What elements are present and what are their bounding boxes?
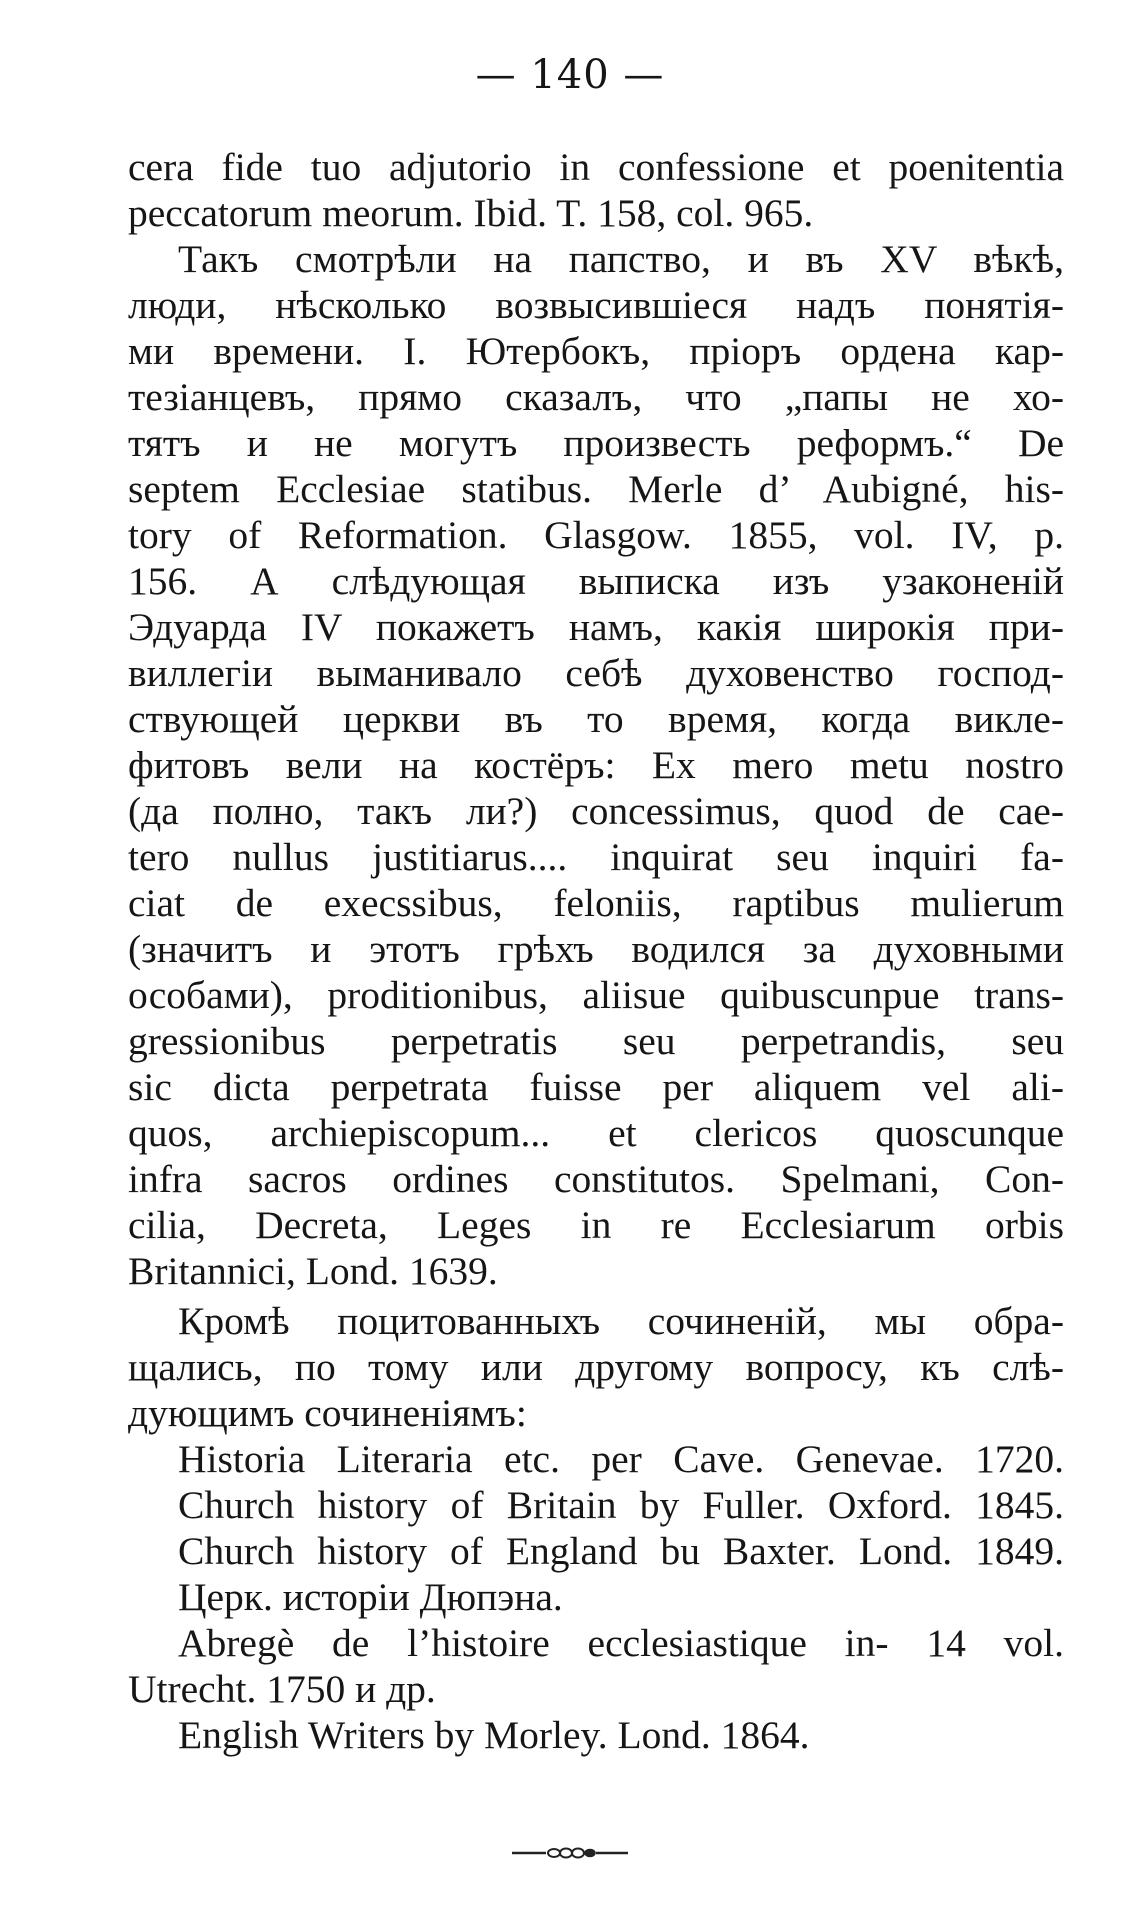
- main-text-line: (да полно, такъ ли?) concessimus, quod de cae-: [128, 789, 1064, 833]
- references-text-line: English Writers by Morley. Lond. 1864.: [178, 1713, 810, 1757]
- references-text-line: Abregè de l’histoire ecclesiastique in- 14 vol.: [178, 1621, 1064, 1665]
- main-text-line: tero nullus justitiarus.... inquirat seu inquiri fa-: [128, 835, 1064, 879]
- main-text-line: фитовъ вели на костёръ: Ex mero metu nostro: [128, 743, 1064, 787]
- main-text-line: люди, нѣсколько возвысившіеся надъ понятія-: [128, 283, 1064, 327]
- main-paragraphs: [128, 144, 1064, 1294]
- main-text-line: cera fide tuo adjutorio in confessione et poenitentia: [128, 145, 1064, 189]
- references-text-line: Historia Literaria etc. per Cave. Genevae. 1720.: [178, 1437, 1064, 1481]
- main-text-line: (значитъ и этотъ грѣхъ водился за духовными: [128, 927, 1064, 971]
- main-text-line: ствующей церкви въ то время, когда викле-: [128, 697, 1064, 741]
- references-section: [128, 1298, 1064, 1758]
- main-text-line: cilia, Decreta, Leges in re Ecclesiarum orbis: [128, 1203, 1064, 1247]
- references-text-line: дующимъ сочиненіямъ:: [128, 1391, 527, 1435]
- main-text-line: gressionibus perpetratis seu perpetrandis, seu: [128, 1019, 1064, 1063]
- ornament-svg: [510, 1846, 630, 1860]
- references-text-line: Church history of England bu Baxter. Lond. 1849.: [178, 1529, 1064, 1573]
- main-text-line: quos, archiepiscopum... et clericos quoscunque: [128, 1111, 1064, 1155]
- main-text-line: особами), proditionibus, aliisue quibuscunpue trans-: [128, 973, 1064, 1017]
- main-text-line: тятъ и не могутъ произвесть реформъ.“ De: [128, 421, 1064, 465]
- references-text-line: Utrecht. 1750 и др.: [128, 1667, 436, 1711]
- references-text-line: Church history of Britain by Fuller. Oxford. 1845.: [178, 1483, 1064, 1527]
- decorative-rule-icon: [0, 1841, 1140, 1866]
- references-text-line: Кромѣ поцитованныхъ сочиненій, мы обра-: [178, 1299, 1064, 1343]
- main-text-line: Такъ смотрѣли на папство, и въ XV вѣкѣ,: [178, 237, 1064, 281]
- main-text-line: Britannici, Lond. 1639.: [128, 1249, 498, 1293]
- main-text-line: peccatorum meorum. Ibid. T. 158, col. 965.: [128, 191, 814, 235]
- page-number: — 140 —: [475, 52, 665, 98]
- main-text-line: ciat de execssibus, feloniis, raptibus mulierum: [128, 881, 1064, 925]
- main-text-line: septem Ecclesiae statibus. Merle d’ Aubigné, his-: [128, 467, 1064, 511]
- main-text-line: sic dicta perpetrata fuisse per aliquem vel ali-: [128, 1065, 1064, 1109]
- main-text-line: Эдуарда IV покажетъ намъ, какія широкія при-: [128, 605, 1064, 649]
- references-text-line: щались, по тому или другому вопросу, къ слѣ-: [128, 1345, 1064, 1389]
- main-text-line: виллегіи выманивало себѣ духовенство господ-: [128, 651, 1064, 695]
- main-text-line: тезіанцевъ, прямо сказалъ, что „папы не хо-: [128, 375, 1064, 419]
- main-text-line: infra sacros ordines constitutos. Spelmani, Con-: [128, 1157, 1064, 1201]
- main-text-line: 156. А слѣдующая выписка изъ узаконеній: [128, 559, 1064, 603]
- main-text-line: tory of Reformation. Glasgow. 1855, vol. IV, p.: [128, 513, 1064, 557]
- main-text-line: ми времени. I. Ютербокъ, пріоръ ордена кар-: [128, 329, 1064, 373]
- references-text-line: Церк. исторіи Дюпэна.: [178, 1575, 563, 1619]
